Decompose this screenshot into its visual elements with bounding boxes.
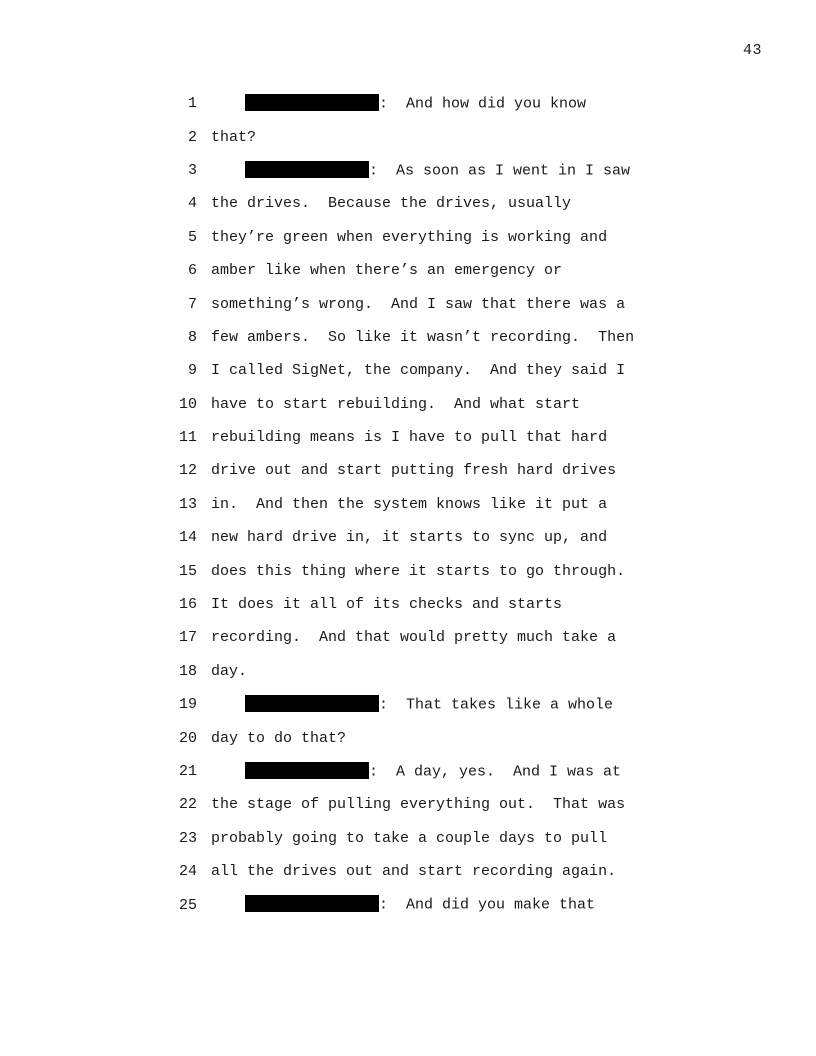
line-text <box>211 596 562 613</box>
line-number: 14 <box>178 529 197 547</box>
line-number: 3 <box>187 161 197 179</box>
line-text <box>211 863 616 880</box>
transcript-line <box>170 755 690 788</box>
line-text <box>211 629 616 646</box>
line-content: does this thing where it starts to go through. <box>211 562 626 580</box>
line-text <box>211 830 607 847</box>
line-number: 16 <box>178 596 197 614</box>
transcript-line <box>170 588 690 621</box>
line-number: 25 <box>178 896 197 914</box>
line-text <box>245 95 586 112</box>
line-content: : A day, yes. And I was at <box>369 763 622 781</box>
line-text <box>211 663 247 680</box>
redacted-speaker-name <box>245 762 369 779</box>
redacted-speaker-name <box>245 695 379 712</box>
line-content: something’s wrong. And I saw that there was a <box>211 295 626 313</box>
line-content: I called SigNet, the company. And they said I <box>211 362 626 380</box>
transcript-line <box>170 855 690 888</box>
line-text <box>211 396 580 413</box>
transcript-line <box>170 822 690 855</box>
line-text <box>245 896 595 913</box>
page-number: 43 <box>742 42 762 59</box>
transcript-line <box>170 521 690 554</box>
line-content: recording. And that would pretty much take a <box>211 629 617 647</box>
line-number: 20 <box>178 729 197 747</box>
line-text <box>245 763 621 780</box>
line-content: all the drives out and start recording again. <box>211 863 617 881</box>
transcript-line <box>170 287 690 320</box>
line-number: 23 <box>178 829 197 847</box>
line-text <box>211 362 625 379</box>
transcript-line <box>170 388 690 421</box>
redacted-speaker-name <box>245 161 369 178</box>
line-number: 17 <box>178 629 197 647</box>
line-content: probably going to take a couple days to pull <box>211 829 608 847</box>
line-number: 12 <box>178 462 197 480</box>
line-text <box>211 563 625 580</box>
line-text <box>211 496 607 513</box>
redacted-speaker-name <box>245 94 379 111</box>
line-number: 6 <box>187 262 197 280</box>
transcript-line <box>170 488 690 521</box>
transcript-line <box>170 788 690 821</box>
line-content: that? <box>211 128 257 146</box>
redacted-speaker-name <box>245 895 379 912</box>
line-number: 8 <box>187 328 197 346</box>
transcript-line <box>170 621 690 654</box>
line-number: 18 <box>178 662 197 680</box>
line-content: amber like when there’s an emergency or <box>211 262 563 280</box>
transcript-line <box>170 254 690 287</box>
line-text <box>245 696 613 713</box>
line-number: 7 <box>187 295 197 313</box>
line-text <box>211 229 607 246</box>
line-text <box>211 195 571 212</box>
transcript-line <box>170 221 690 254</box>
line-content: : And did you make that <box>379 896 596 914</box>
line-content: in. And then the system knows like it put a <box>211 495 608 513</box>
line-number: 10 <box>178 395 197 413</box>
transcript-line <box>170 321 690 354</box>
line-number: 13 <box>178 495 197 513</box>
line-text <box>211 796 625 813</box>
line-content: rebuilding means is I have to pull that hard <box>211 429 608 447</box>
line-content: : That takes like a whole <box>379 696 614 714</box>
line-content: day. <box>211 662 248 680</box>
line-number: 4 <box>187 195 197 213</box>
line-number: 2 <box>187 128 197 146</box>
line-number: 5 <box>187 228 197 246</box>
line-content: the stage of pulling everything out. That was <box>211 796 626 814</box>
line-text <box>211 296 625 313</box>
line-content: : As soon as I went in I saw <box>369 162 631 180</box>
transcript-line <box>170 655 690 688</box>
line-content: few ambers. So like it wasn’t recording. Then <box>211 328 635 346</box>
line-number: 22 <box>178 796 197 814</box>
transcript-line <box>170 688 690 721</box>
transcript-line <box>170 454 690 487</box>
line-text <box>211 329 634 346</box>
line-number: 11 <box>178 429 197 447</box>
transcript-line <box>170 888 690 921</box>
line-number: 15 <box>178 562 197 580</box>
line-number: 1 <box>187 95 197 113</box>
transcript-body <box>170 87 690 922</box>
line-content: : And how did you know <box>379 95 587 113</box>
transcript-line <box>170 421 690 454</box>
transcript-line <box>170 120 690 153</box>
line-text <box>245 162 630 179</box>
line-number: 9 <box>187 362 197 380</box>
line-content: the drives. Because the drives, usually <box>211 195 572 213</box>
line-content: drive out and start putting fresh hard drives <box>211 462 617 480</box>
transcript-line <box>170 154 690 187</box>
transcript-line <box>170 721 690 754</box>
transcript-line <box>170 554 690 587</box>
line-number: 19 <box>178 696 197 714</box>
line-content: It does it all of its checks and starts <box>211 596 563 614</box>
line-content: new hard drive in, it starts to sync up, and <box>211 529 608 547</box>
line-text <box>211 262 562 279</box>
line-text <box>211 462 616 479</box>
line-number: 24 <box>178 863 197 881</box>
line-text <box>211 429 607 446</box>
line-content: have to start rebuilding. And what start <box>211 395 581 413</box>
transcript-line <box>170 87 690 120</box>
line-content: day to do that? <box>211 729 347 747</box>
line-content: they’re green when everything is working and <box>211 228 608 246</box>
transcript-line <box>170 187 690 220</box>
transcript-line <box>170 354 690 387</box>
line-text <box>211 730 346 747</box>
line-text <box>211 529 607 546</box>
line-number: 21 <box>178 763 197 780</box>
line-text <box>211 129 256 146</box>
